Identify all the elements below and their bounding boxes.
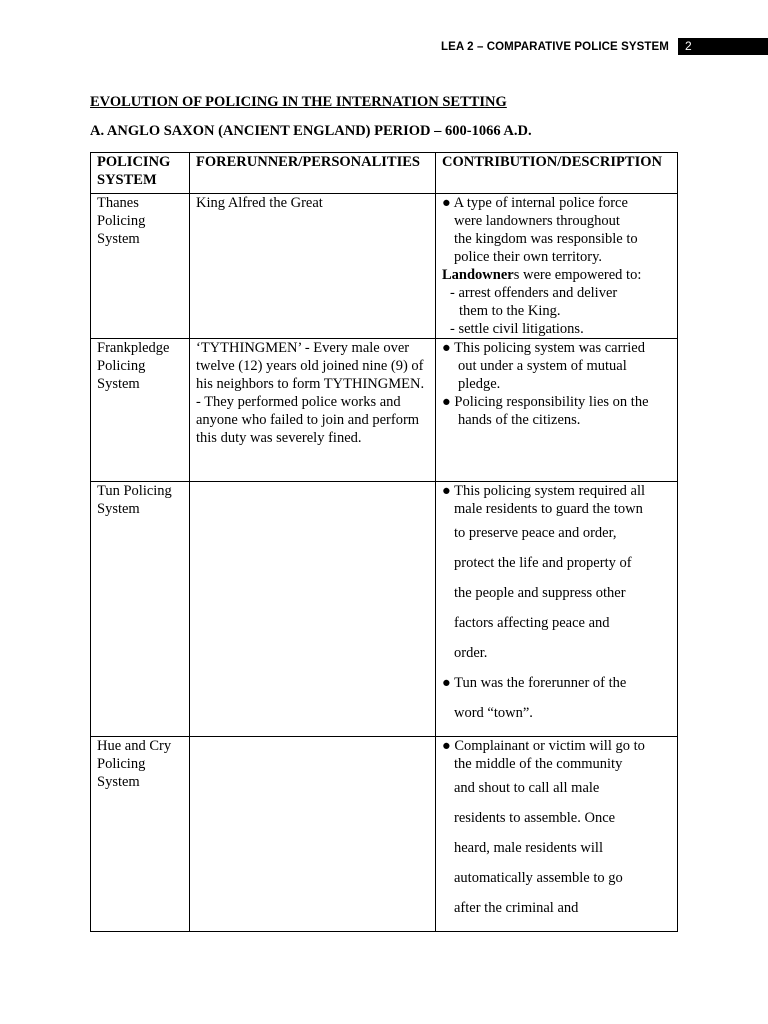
description-line: ● Tun was the forerunner of the — [442, 675, 627, 691]
description-line: after the criminal and — [454, 900, 579, 916]
description-line: ● This policing system was carried — [442, 340, 645, 356]
forerunner-cell: King Alfred the Great — [190, 194, 436, 339]
description-line: ● Policing responsibility lies on the — [442, 394, 649, 410]
header-forerunner: FORERUNNER/PERSONALITIES — [190, 153, 436, 194]
description-cell — [436, 194, 678, 339]
bold-term: Landowner — [442, 267, 514, 283]
description-line: the middle of the community — [454, 756, 623, 772]
table-row — [91, 482, 678, 737]
description-line: heard, male residents will — [454, 840, 603, 856]
description-line: were landowners throughout — [454, 213, 620, 229]
description-line: ● Complainant or victim will go to — [442, 738, 645, 754]
description-line: protect the life and property of — [454, 555, 632, 571]
description-cell — [436, 339, 678, 482]
page-header — [441, 38, 768, 55]
description-line: residents to assemble. Once — [454, 810, 616, 826]
description-line: automatically assemble to go — [454, 870, 623, 886]
section-heading: A. ANGLO SAXON (ANCIENT ENGLAND) PERIOD – 600-1066 A.D. — [90, 123, 532, 139]
table-header-row — [91, 153, 678, 194]
system-name: Frankpledge Policing System — [91, 339, 190, 482]
description-line: to preserve peace and order, — [454, 525, 617, 541]
description-line — [442, 266, 673, 284]
table-row — [91, 194, 678, 339]
description-sub-line: - settle civil litigations. — [450, 321, 584, 337]
description-line: male residents to guard the town — [454, 501, 643, 517]
header-policing-system: POLICING SYSTEM — [91, 153, 190, 194]
description-line: out under a system of mutual — [458, 358, 627, 374]
description-line: factors affecting peace and — [454, 615, 610, 631]
forerunner-cell — [190, 482, 436, 737]
description-cell — [436, 482, 678, 737]
system-name: Hue and Cry Policing System — [91, 737, 190, 932]
description-line: the people and suppress other — [454, 585, 626, 601]
document-title: EVOLUTION OF POLICING IN THE INTERNATION SETTING — [90, 94, 507, 110]
description-line: hands of the citizens. — [458, 412, 581, 428]
description-line: ● A type of internal police force — [442, 195, 628, 211]
description-line: the kingdom was responsible to — [454, 231, 638, 247]
system-name: Thanes Policing System — [91, 194, 190, 339]
description-line: ● This policing system required all — [442, 483, 645, 499]
policing-systems-table — [90, 152, 678, 932]
description-line: and shout to call all male — [454, 780, 600, 796]
header-title: LEA 2 – COMPARATIVE POLICE SYSTEM — [440, 40, 669, 53]
description-line: order. — [454, 645, 488, 661]
forerunner-cell — [190, 737, 436, 932]
description-line: police their own territory. — [454, 249, 603, 265]
page-number: 2 — [678, 38, 768, 55]
bold-term-tail: s were empowered to: — [513, 267, 642, 283]
description-line: pledge. — [458, 376, 501, 392]
description-cell — [436, 737, 678, 932]
description-sub-line: them to the King. — [459, 303, 561, 319]
system-name: Tun Policing System — [91, 482, 190, 737]
description-line: word “town”. — [454, 705, 533, 721]
table-row — [91, 737, 678, 932]
header-contribution: CONTRIBUTION/DESCRIPTION — [436, 153, 678, 194]
forerunner-cell: ‘TYTHINGMEN’ - Every male over twelve (12) years old joined nine (9) of his neighbors to form TYTHINGMEN. - They performed police works and anyone who failed to join and perform this duty was severely fined. — [190, 339, 436, 482]
table-row — [91, 339, 678, 482]
description-sub-line: - arrest offenders and deliver — [450, 285, 618, 301]
